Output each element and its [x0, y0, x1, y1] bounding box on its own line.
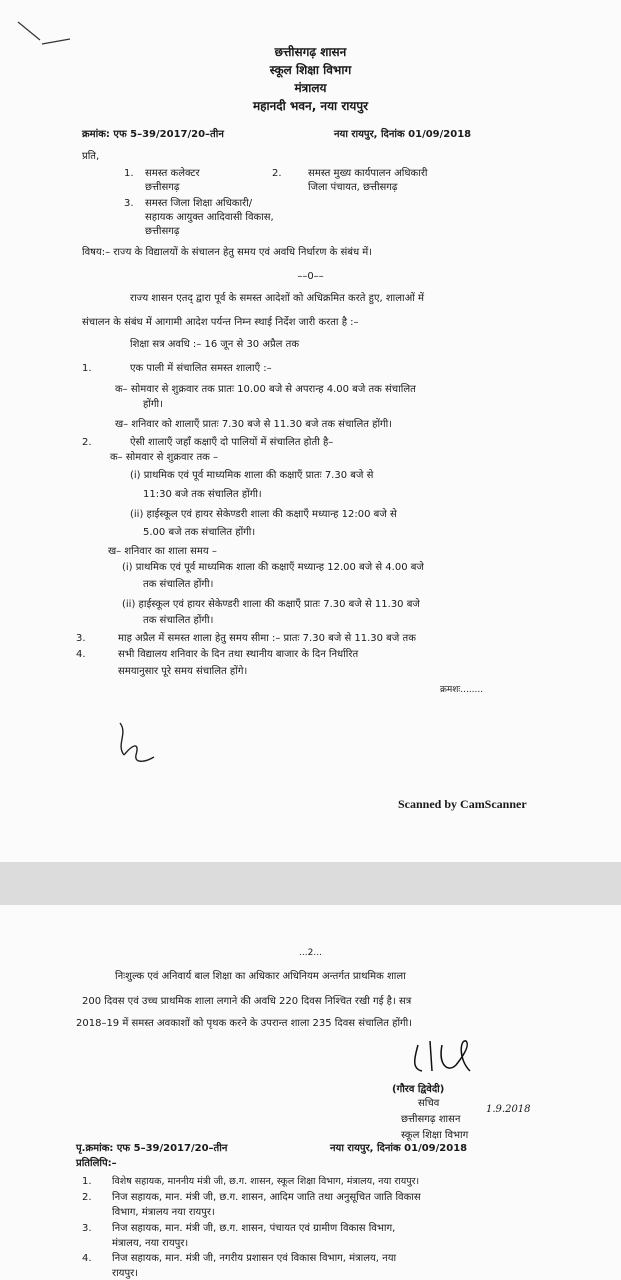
header-department: स्कूल शिक्षा विभाग [269, 63, 352, 77]
recipient-3-line1: समस्त जिला शिक्षा अधिकारी/ [145, 198, 253, 209]
secretary-signature [400, 1035, 510, 1085]
point-2-number: 2. [82, 437, 92, 448]
signatory-dept1: छत्तीसगढ़ शासन [401, 1114, 461, 1125]
handwritten-date: 1.9.2018 [486, 1104, 531, 1115]
point-2-title: ऐसी शालाएँ जहाँ कक्षाएँ दो पालियों में संचालित होती है– [130, 437, 334, 448]
page-number: ...2... [299, 948, 322, 958]
point-4-line1: सभी विद्यालय शनिवार के दिन तथा स्थानीय बाजार के दिन निर्धारित [118, 649, 359, 660]
recipient-2-number: 2. [272, 168, 282, 179]
copy-1-text: विशेष सहायक, माननीय मंत्री जी, छ.ग. शासन, स्कूल शिक्षा विभाग, मंत्रालय, नया रायपुर। [112, 1176, 420, 1187]
point-4-line2: समयानुसार पूरे समय संचालित होंगे। [118, 666, 248, 677]
point-1-ka-line1: क– सोमवार से शुक्रवार तक प्रातः 10.00 बजे से अपरान्ह 4.00 बजे तक संचालित [115, 384, 416, 395]
point-1-kha: ख– शनिवार को शालाएँ प्रातः 7.30 बजे से 11.30 बजे तक संचालित होंगी। [115, 419, 393, 430]
copy-1-number: 1. [82, 1176, 92, 1187]
signatory-dept2: स्कूल शिक्षा विभाग [401, 1130, 469, 1141]
recipient-3-number: 3. [124, 198, 134, 209]
point-2-kha-i-line2: तक संचालित होंगी। [143, 579, 214, 590]
point-2-ka-ii-line2: 5.00 बजे तक संचालित होंगी। [143, 527, 256, 538]
signatory-name: (गौरव द्विवेदी) [392, 1084, 445, 1095]
recipient-1-number: 1. [124, 168, 134, 179]
copy-3-number: 3. [82, 1223, 92, 1234]
session-period: शिक्षा सत्र अवधि :– 16 जून से 30 अप्रैल तक [130, 339, 300, 350]
rte-para-line1: निःशुल्क एवं अनिवार्य बाल शिक्षा का अधिकार अधिनियम अन्तर्गत प्राथमिक शाला [115, 971, 406, 982]
recipient-2-line2: जिला पंचायत, छत्तीसगढ़ [308, 182, 398, 193]
copy-3-line1: निज सहायक, मान. मंत्री जी, छ.ग. शासन, पंचायत एवं ग्रामीण विकास विभाग, [112, 1223, 396, 1234]
point-3-number: 3. [76, 633, 86, 644]
header-ministry: मंत्रालय [294, 81, 327, 95]
point-2-kha-ii-line1: (ii) हाईस्कूल एवं हायर सेकेण्डरी शाला की कक्षाएँ प्रातः 7.30 बजे से 11.30 बजे [122, 599, 420, 610]
continued-marker: क्रमशः........ [440, 685, 484, 695]
camscanner-watermark: Scanned by CamScanner [398, 797, 527, 811]
separator: ––0–– [297, 271, 324, 282]
point-2-ka-i-line1: (i) प्राथमिक एवं पूर्व माध्यमिक शाला की कक्षाएँ प्रातः 7.30 बजे से [130, 470, 374, 481]
rte-para-line2: 200 दिवस एवं उच्च प्राथमिक शाला लगाने की अवधि 220 दिवस निश्चित रखी गई है। सत्र [82, 996, 412, 1007]
point-3-text: माह अप्रैल में समस्त शाला हेतु समय सीमा :– प्रातः 7.30 बजे से 11.30 बजे तक [118, 633, 416, 644]
copy-4-line1: निज सहायक, मान. मंत्री जी, नगरीय प्रशासन एवं विकास विभाग, मंत्रालय, नया [112, 1253, 397, 1264]
recipient-2-line1: समस्त मुख्य कार्यपालन अधिकारी [308, 168, 428, 179]
intro-line-2: संचालन के संबंध में आगामी आदेश पर्यन्त निम्न स्थाई निर्देश जारी करता है :– [82, 317, 359, 328]
point-2-kha-ii-line2: तक संचालित होंगी। [143, 615, 214, 626]
header-address: महानदी भवन, नया रायपुर [252, 99, 369, 113]
copy-3-line2: मंत्रालय, नया रायपुर। [112, 1238, 189, 1249]
signatory-title: सचिव [418, 1098, 440, 1109]
point-2-ka-ii-line1: (ii) हाईस्कूल एवं हायर सेकेण्डरी शाला की कक्षाएँ मध्यान्ह 12:00 बजे से [130, 509, 397, 520]
intro-line-1: राज्य शासन एतद् द्वारा पूर्व के समस्त आदेशों को अधिक्रमित करते हुए, शालाओं में [130, 293, 425, 304]
point-1-number: 1. [82, 363, 92, 374]
page-gap [0, 862, 621, 905]
subject-line: विषय:– राज्य के विद्यालयों के संचालन हेतु समय एवं अवधि निर्धारण के संबंध में। [82, 247, 373, 258]
point-1-title: एक पाली में संचालित समस्त शालाएँ :– [130, 363, 272, 374]
point-4-number: 4. [76, 649, 86, 660]
copy-4-line2: रायपुर। [112, 1268, 139, 1279]
place-date: नया रायपुर, दिनांक 01/09/2018 [334, 129, 472, 140]
copy-2-line2: विभाग, मंत्रालय नया रायपुर। [112, 1207, 215, 1218]
copy-2-number: 2. [82, 1192, 92, 1203]
recipient-1-line1: समस्त कलेक्टर [145, 168, 200, 179]
copy-to-label: प्रतिलिपि:– [76, 1158, 117, 1169]
recipient-3-line2: सहायक आयुक्त आदिवासी विकास, [145, 212, 274, 223]
rte-para-line3: 2018–19 में समस्त अवकाशों को पृथक करने के उपरान्त शाला 235 दिवस संचालित होंगी। [76, 1018, 413, 1029]
point-2-kha: ख– शनिवार का शाला समय – [108, 546, 217, 557]
point-2-ka: क– सोमवार से शुक्रवार तक – [110, 452, 219, 463]
endorsement-number: पृ.क्रमांक: एफ 5–39/2017/20–तीन [76, 1143, 228, 1154]
letter-page-2 [0, 905, 621, 1280]
recipient-1-line2: छत्तीसगढ़ [145, 182, 180, 193]
point-2-kha-i-line1: (i) प्राथमिक एवं पूर्व माध्यमिक शाला की कक्षाएँ मध्यान्ह 12.00 बजे से 4.00 बजे [122, 562, 424, 573]
copy-4-number: 4. [82, 1253, 92, 1264]
header-govt: छत्तीसगढ़ शासन [274, 45, 347, 59]
point-1-ka-line2: होंगी। [143, 399, 163, 410]
recipient-3-line3: छत्तीसगढ़ [145, 226, 180, 237]
copy-2-line1: निज सहायक, मान. मंत्री जी, छ.ग. शासन, आदिम जाति तथा अनुसूचित जाति विकास [112, 1192, 421, 1203]
point-2-ka-i-line2: 11:30 बजे तक संचालित होंगी। [143, 489, 262, 500]
initials-signature [110, 715, 170, 775]
endorsement-place-date: नया रायपुर, दिनांक 01/09/2018 [330, 1143, 468, 1154]
to-label: प्रति, [82, 151, 100, 162]
order-number: क्रमांक: एफ 5–39/2017/20–तीन [82, 129, 224, 140]
